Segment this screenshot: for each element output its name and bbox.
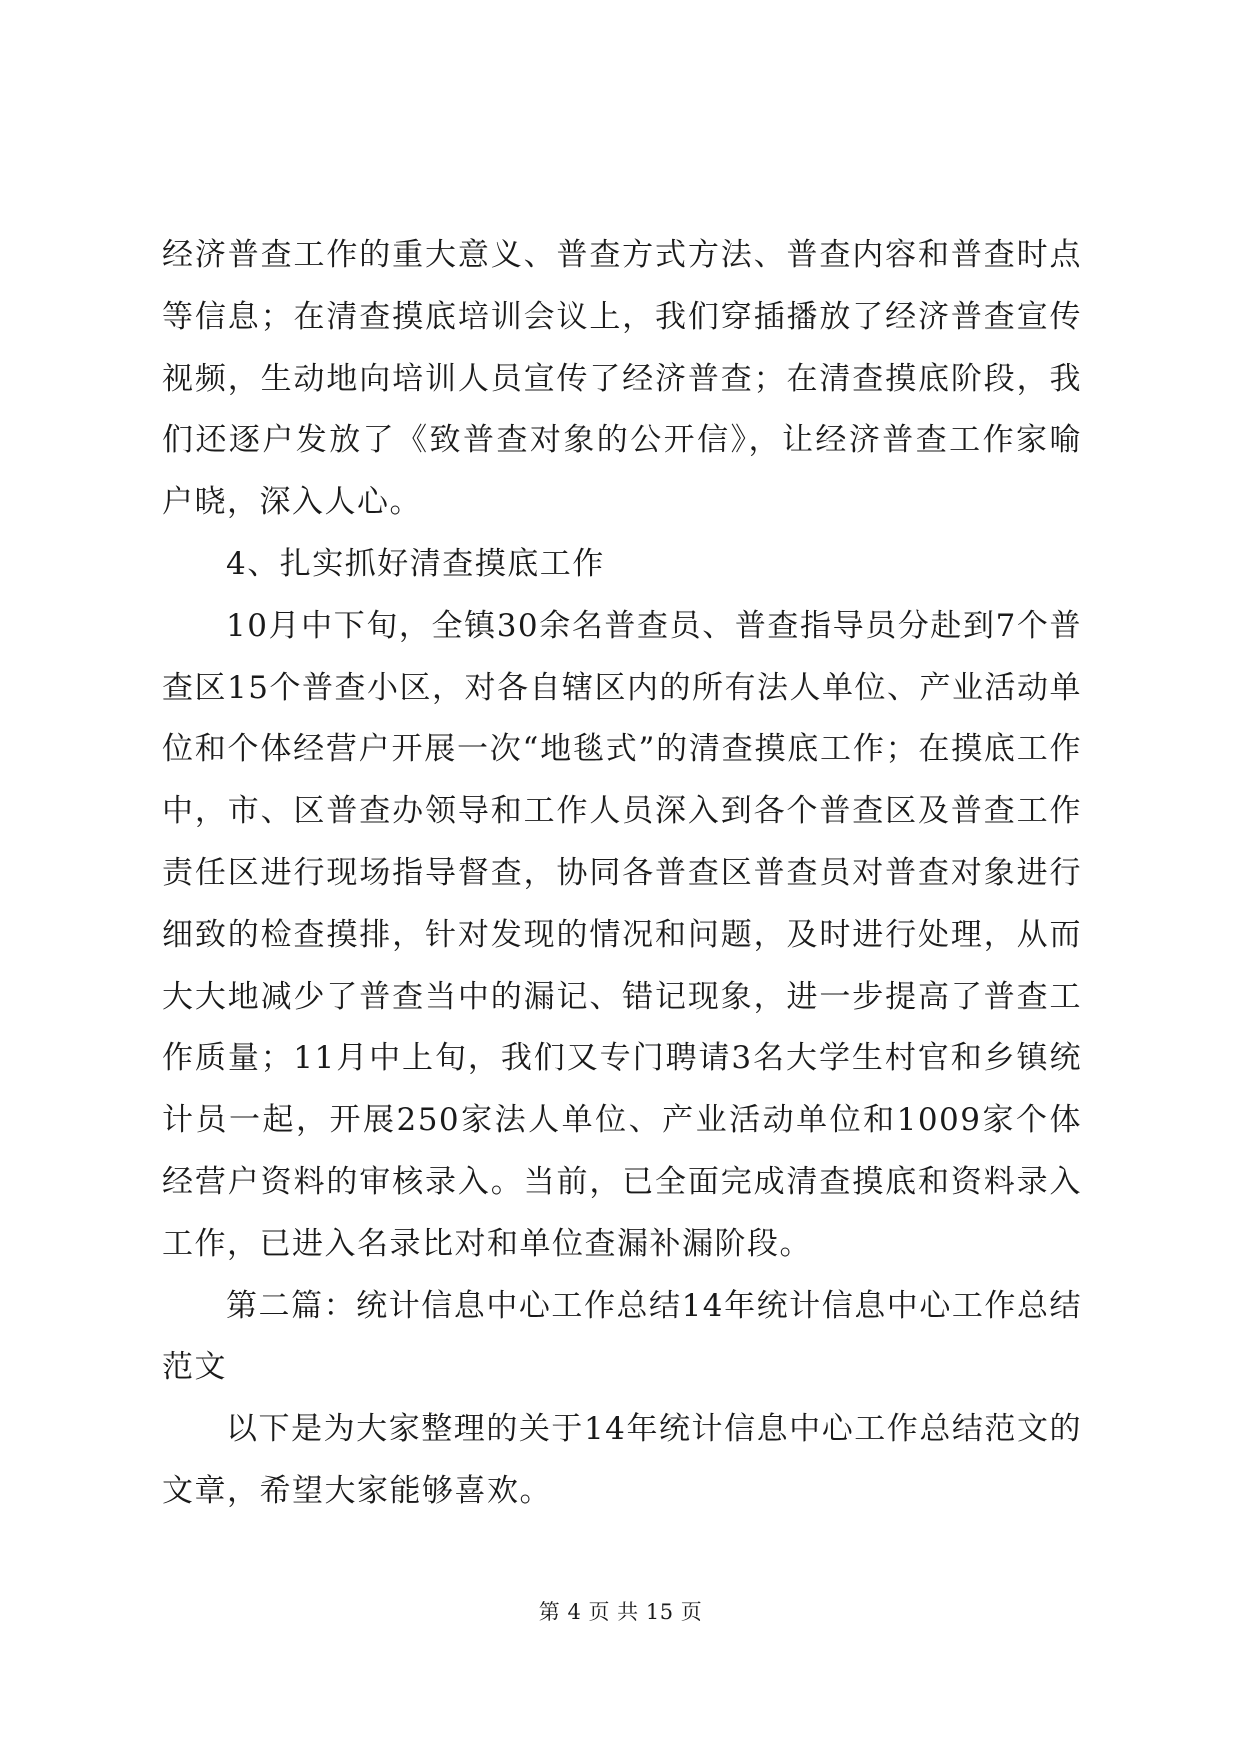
- paragraph-intro-continuation: 经济普查工作的重大意义、普查方式方法、普查内容和普查时点等信息；在清查摸底培训会议上，我们穿插播放了经济普查宣传视频，生动地向培训人员宣传了经济普查；在清查摸底阶段，我们还逐户发放了《致普查对象的公开信》，让经济普查工作家喻户晓，深入人心。: [162, 237, 1082, 521]
- page-number-footer: 第 4 页 共 15 页: [538, 1600, 703, 1624]
- paragraph-intro-part-two: 以下是为大家整理的关于14年统计信息中心工作总结范文的文章，希望大家能够喜欢。: [162, 1411, 1082, 1509]
- chapter-title-part-two: 第二篇：统计信息中心工作总结14年统计信息中心工作总结范文: [162, 1287, 1082, 1386]
- section-heading-4: 4、扎实抓好清查摸底工作: [226, 545, 605, 582]
- paragraph-survey-work: 10月中下旬，全镇30余名普查员、普查指导员分赴到7个普查区15个普查小区，对各自辖区内的所有法人单位、产业活动单位和个体经营户开展一次“地毯式”的清查摸底工作；在摸底工作中，市、区普查办领导和工作人员深入到各个普查区及普查工作责任区进行现场指导督查，协同各普查区普查员对普查对象进行细致的检查摸排，针对发现的情况和问题，及时进行处理，从而大大地减少了普查当中的漏记、错记现象，进一步提高了普查工作质量；11月中上旬，我们又专门聘请3名大学生村官和乡镇统计员一起，开展250家法人单位、产业活动单位和1009家个体经营户资料的审核录入。当前，已全面完成清查摸底和资料录入工作，已进入名录比对和单位查漏补漏阶段。: [162, 607, 1082, 1262]
- document-body: [162, 225, 1082, 1523]
